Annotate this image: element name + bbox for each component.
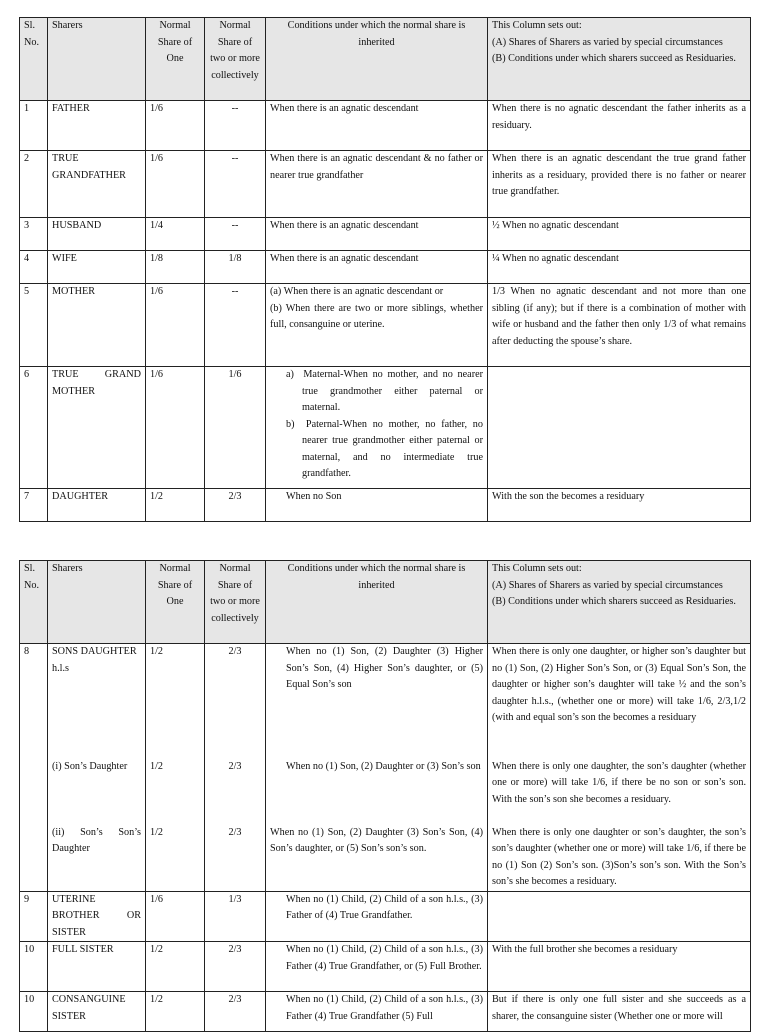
row-conditions: When no (1) Child, (2) Child of a son h.l.s., (3) Father (4) True Grandfather (5) Full <box>266 992 488 1032</box>
row-variations: When there is no agnatic descendant the father inherits as a residuary. <box>488 101 751 151</box>
table-row <box>20 151 751 218</box>
row-share-one: 1/2 <box>146 942 205 992</box>
row-conditions: When there is an agnatic descendant <box>266 251 488 284</box>
row-sharer: TRUE GRANDFATHER <box>48 151 146 218</box>
table-row <box>20 992 751 1032</box>
row-variations: When there is only one daughter, the son’s daughter (whether one or more) will take 1/6, if there be no son or son’s son. With the son’s son she becomes a residuary. <box>488 759 751 825</box>
row-conditions <box>266 284 488 367</box>
table-row <box>20 891 751 942</box>
row-share-two: 2/3 <box>205 825 266 892</box>
row-variations <box>488 891 751 942</box>
row-conditions: When there is an agnatic descendant <box>266 218 488 251</box>
header-sl: Sl. No. <box>20 18 48 101</box>
row-sharer: DAUGHTER <box>48 489 146 522</box>
row-variations <box>488 367 751 489</box>
header-sharers: Sharers <box>48 561 146 644</box>
header-col6-intro: This Column sets out: <box>492 563 582 574</box>
row-sharer: FULL SISTER <box>48 942 146 992</box>
row-conditions: When no (1) Son, (2) Daughter (3) Higher Son’s Son, (4) Higher Son’s daughter, or (5) Equal Son’s son <box>266 644 488 759</box>
header-col6-intro: This Column sets out: <box>492 20 582 31</box>
row-share-two: 2/3 <box>205 644 266 759</box>
row-variations: 1/3 When no agnatic descendant and not more than one sibling (if any); but if there is a combination of mother with wife or husband and the father then only 1/3 of what remains after deducting the spouse’s share. <box>488 284 751 367</box>
row-variations: When there is an agnatic descendant the true grand father inherits as a residuary, provided there is no father or nearer true grandfather. <box>488 151 751 218</box>
row-share-one: 1/2 <box>146 992 205 1032</box>
row-share-two: 1/8 <box>205 251 266 284</box>
row-share-one: 1/6 <box>146 891 205 942</box>
table-row <box>20 942 751 992</box>
row-sharer: (i) Son’s Daughter <box>48 759 146 825</box>
row-share-two: 1/6 <box>205 367 266 489</box>
row-conditions <box>266 367 488 489</box>
row-share-one: 1/8 <box>146 251 205 284</box>
row-variations: But if there is only one full sister and she succeeds as a sharer, the consanguine sister (Whether one or more will <box>488 992 751 1032</box>
row-share-two: 2/3 <box>205 489 266 522</box>
row-sharer: TRUE GRAND MOTHER <box>48 367 146 489</box>
row-share-one: 1/6 <box>146 367 205 489</box>
row-variations: ¼ When no agnatic descendant <box>488 251 751 284</box>
row-sharer: HUSBAND <box>48 218 146 251</box>
row-sl: 10 <box>20 992 48 1032</box>
table-row <box>20 489 751 522</box>
row-sl: 1 <box>20 101 48 151</box>
row-conditions: When there is an agnatic descendant & no father or nearer true grandfather <box>266 151 488 218</box>
header-conditions: Conditions under which the normal share is inherited <box>266 18 488 101</box>
header-share-one: Normal Share of One <box>146 561 205 644</box>
row-variations: When there is only one daughter or son’s daughter, the son’s son’s daughter (whether one or more) will take 1/6, if there be no (1) Son (2) Son’s son. (3)Son’s son’s son. With the Son’s son’s she becomes a residuary. <box>488 825 751 892</box>
header-col6-a: (A) Shares of Sharers as varied by special circumstances <box>492 579 723 591</box>
condition-b-text: Paternal-When no mother, no father, no nearer true grandmother either paternal or maternal, and no intermediate true grandfather. <box>302 418 483 479</box>
row-share-one: 1/4 <box>146 218 205 251</box>
row-variations: When there is only one daughter, or higher son’s daughter but no (1) Son, (2) Higher Son’s Son, or (3) Equal Son’s Son, the daughter or higher son’s daughter will take ½ and the son’s daughter h.l.s., (whether one or more) will take 1/6, 2/3,1/2 (with and equal son’s son the becomes a residuary <box>488 644 751 759</box>
row-variations: With the son the becomes a residuary <box>488 489 751 522</box>
table-row <box>20 218 751 251</box>
condition-a: (a) When there is an agnatic descendant or <box>270 286 444 297</box>
header-conditions: Conditions under which the normal share is inherited <box>266 561 488 644</box>
row-sl: 3 <box>20 218 48 251</box>
row-share-one: 1/2 <box>146 759 205 825</box>
row-share-two: 2/3 <box>205 759 266 825</box>
header-col6-a: (A) Shares of Sharers as varied by special circumstances <box>492 36 723 48</box>
table-row <box>20 251 751 284</box>
row-share-two: 2/3 <box>205 992 266 1032</box>
row-conditions: When there is an agnatic descendant <box>266 101 488 151</box>
row-sl <box>20 759 48 825</box>
row-share-one: 1/6 <box>146 101 205 151</box>
row-sl: 6 <box>20 367 48 489</box>
row-share-one: 1/2 <box>146 644 205 759</box>
row-sl <box>20 825 48 892</box>
row-sl: 10 <box>20 942 48 992</box>
header-variations <box>488 18 751 101</box>
row-share-one: 1/6 <box>146 151 205 218</box>
condition-b: (b) When there are two or more siblings, whether full, consanguine or uterine. <box>270 302 483 330</box>
condition-a-text: Maternal-When no mother, and no nearer true grandmother either paternal or maternal. <box>302 369 484 413</box>
row-sl: 9 <box>20 891 48 942</box>
header-sl: Sl. No. <box>20 561 48 644</box>
row-sl: 8 <box>20 644 48 759</box>
row-sharer: FATHER <box>48 101 146 151</box>
table-row <box>20 101 751 151</box>
inheritance-table-1 <box>19 17 751 522</box>
row-variations: With the full brother she becomes a residuary <box>488 942 751 992</box>
row-conditions: When no (1) Son, (2) Daughter (3) Son’s Son, (4) Son’s daughter, or (5) Son’s son’s son. <box>266 825 488 892</box>
table-row <box>20 284 751 367</box>
row-share-two: 2/3 <box>205 942 266 992</box>
condition-b-marker: b) <box>286 418 306 430</box>
table-header-row <box>20 561 751 644</box>
table-row <box>20 367 751 489</box>
row-variations: ½ When no agnatic descendant <box>488 218 751 251</box>
row-share-two: -- <box>205 284 266 367</box>
table-header-row <box>20 18 751 101</box>
condition-a <box>286 367 484 417</box>
row-conditions: When no Son <box>266 489 488 522</box>
row-sl: 7 <box>20 489 48 522</box>
row-sharer: (ii) Son’s Son’s Daughter <box>48 825 146 892</box>
row-share-two: -- <box>205 218 266 251</box>
header-share-one: Normal Share of One <box>146 18 205 101</box>
row-share-two: -- <box>205 151 266 218</box>
row-share-two: 1/3 <box>205 891 266 942</box>
row-sl: 4 <box>20 251 48 284</box>
row-share-one: 1/2 <box>146 825 205 892</box>
row-conditions: When no (1) Son, (2) Daughter or (3) Son’s son <box>266 759 488 825</box>
row-conditions: When no (1) Child, (2) Child of a son h.l.s., (3) Father (4) True Grandfather, or (5) Full Brother. <box>266 942 488 992</box>
header-variations <box>488 561 751 644</box>
header-share-two: Normal Share of two or more collectively <box>205 561 266 644</box>
header-col6-b: (B) Conditions under which sharers succeed as Residuaries. <box>492 53 736 64</box>
row-sharer: UTERINE BROTHER OR SISTER <box>48 891 146 942</box>
table-row <box>20 759 751 825</box>
table-row <box>20 644 751 759</box>
row-share-one: 1/6 <box>146 284 205 367</box>
header-sharers: Sharers <box>48 18 146 101</box>
condition-b <box>286 417 483 483</box>
header-share-two: Normal Share of two or more collectively <box>205 18 266 101</box>
row-conditions: When no (1) Child, (2) Child of a son h.l.s., (3) Father of (4) True Grandfather. <box>266 891 488 942</box>
row-sharer: SONS DAUGHTER h.l.s <box>48 644 146 759</box>
header-col6-b: (B) Conditions under which sharers succeed as Residuaries. <box>492 596 736 607</box>
row-sl: 2 <box>20 151 48 218</box>
table-row <box>20 825 751 892</box>
row-sharer: WIFE <box>48 251 146 284</box>
row-sharer: CONSANGUINE SISTER <box>48 992 146 1032</box>
row-share-one: 1/2 <box>146 489 205 522</box>
condition-a-marker: a) <box>286 369 304 380</box>
inheritance-table-2 <box>19 560 751 1032</box>
row-sharer: MOTHER <box>48 284 146 367</box>
row-sl: 5 <box>20 284 48 367</box>
row-share-two: -- <box>205 101 266 151</box>
